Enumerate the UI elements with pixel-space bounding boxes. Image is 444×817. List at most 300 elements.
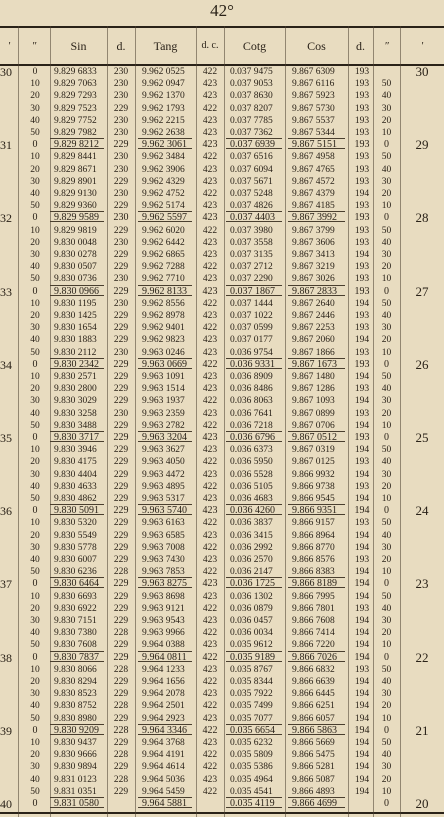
common-difference: 422 <box>202 750 218 761</box>
table-row <box>0 615 444 627</box>
sin-difference: 229 <box>113 396 129 407</box>
row-seconds-right: 0 <box>384 432 389 443</box>
sin-value: 9.829 9130 <box>54 189 97 199</box>
table-row <box>0 298 444 310</box>
common-difference: 422 <box>202 396 218 407</box>
row-seconds-right: 20 <box>381 701 392 712</box>
row-seconds-right: 20 <box>381 115 392 126</box>
sin-difference: 229 <box>113 713 129 724</box>
cotg-value: 0.035 7499 <box>230 701 273 712</box>
row-seconds-right: 20 <box>381 408 392 419</box>
row-seconds-left: 40 <box>30 701 40 712</box>
cotg-value: 0.035 8767 <box>230 664 273 675</box>
cotg-value: 0.036 8486 <box>230 384 273 395</box>
common-difference: 422 <box>202 724 218 736</box>
row-seconds-right: 40 <box>381 91 392 102</box>
row-seconds-left: 30 <box>30 469 40 480</box>
cotg-value: 0.036 5528 <box>230 469 273 480</box>
tang-value: 9.964 0811 <box>138 651 192 662</box>
sin-value: 9.830 8066 <box>54 664 97 675</box>
table-row <box>0 652 444 664</box>
row-seconds-right: 0 <box>384 285 389 297</box>
row-seconds-right: 40 <box>381 457 392 468</box>
row-seconds-left: 30 <box>30 616 40 626</box>
common-difference: 422 <box>202 518 218 529</box>
common-difference: 423 <box>202 212 218 224</box>
row-seconds-left: 20 <box>30 530 40 541</box>
cos-difference: 193 <box>354 103 370 114</box>
cotg-value: 0.037 2290 <box>230 274 273 285</box>
sin-value: 9.830 1425 <box>54 311 97 321</box>
tang-value: 9.964 1656 <box>142 677 185 687</box>
row-minutes-left: 30 <box>0 66 12 78</box>
tang-value: 9.963 3204 <box>138 431 192 442</box>
row-seconds-right: 50 <box>381 372 392 382</box>
table-row <box>0 432 444 444</box>
sin-value: 9.830 3029 <box>54 396 97 407</box>
cos-value: 9.866 6251 <box>292 701 335 712</box>
cos-difference: 193 <box>354 262 370 273</box>
cos-value: 9.867 5730 <box>292 103 335 114</box>
sin-value: 9.829 8441 <box>54 152 97 163</box>
sin-difference: 229 <box>113 555 129 565</box>
table-row <box>0 359 444 371</box>
cos-difference: 193 <box>354 128 370 138</box>
row-seconds-left: 50 <box>30 347 40 358</box>
cos-value: 9.867 2446 <box>292 311 335 321</box>
sin-value: 9.829 7752 <box>54 115 97 126</box>
row-seconds-right: 30 <box>381 616 392 626</box>
row-seconds-left: 0 <box>32 651 38 663</box>
tang-value: 9.962 6442 <box>142 237 185 248</box>
cotg-value: 0.037 1444 <box>230 298 273 309</box>
cos-value: 9.867 2253 <box>292 323 335 334</box>
table-row <box>0 347 444 359</box>
row-seconds-left: 50 <box>30 567 40 578</box>
row-minutes-right: 25 <box>415 432 429 444</box>
cos-difference: 194 <box>354 469 370 480</box>
row-seconds-left: 0 <box>32 67 38 77</box>
cos-difference: 193 <box>354 212 370 224</box>
table-row <box>0 383 444 395</box>
tang-value: 9.962 8556 <box>142 298 185 309</box>
sin-difference: 230 <box>113 152 129 163</box>
cotg-value: 0.036 2147 <box>230 567 273 578</box>
cos-value: 9.867 3799 <box>292 225 335 236</box>
common-difference: 422 <box>202 323 218 334</box>
table-row <box>0 493 444 505</box>
sin-difference: 230 <box>113 189 129 199</box>
sin-value: 9.829 8671 <box>54 164 97 175</box>
common-difference: 423 <box>202 285 218 297</box>
sin-value: 9.830 0278 <box>54 250 97 260</box>
tang-value: 9.963 2359 <box>142 408 185 419</box>
header-d-cos: d. <box>356 39 365 53</box>
table-row <box>0 212 444 224</box>
tang-value: 9.963 7853 <box>142 567 185 578</box>
row-seconds-right: 40 <box>381 237 392 248</box>
row-minutes-right: 21 <box>415 724 429 737</box>
row-seconds-right: 30 <box>381 762 392 773</box>
cos-difference: 193 <box>354 164 370 175</box>
cotg-value: 0.035 4541 <box>230 786 273 797</box>
row-seconds-right: 0 <box>384 358 389 370</box>
table-row <box>0 737 444 749</box>
cos-difference: 194 <box>354 713 370 724</box>
cos-value: 9.866 5475 <box>292 750 335 761</box>
cos-difference: 194 <box>354 578 370 590</box>
cos-difference: 194 <box>354 616 370 626</box>
tang-value: 9.963 6163 <box>142 518 185 529</box>
cotg-value: 0.037 5248 <box>230 189 273 199</box>
tang-value: 9.962 4329 <box>142 176 185 187</box>
cos-difference: 193 <box>354 285 370 297</box>
cos-value: 9.867 5151 <box>288 138 345 149</box>
row-seconds-right: 10 <box>381 274 392 285</box>
row-seconds-left: 10 <box>30 225 40 236</box>
cos-value: 9.867 3219 <box>292 262 335 273</box>
cos-difference: 193 <box>354 518 370 529</box>
sin-difference: 228 <box>113 774 129 785</box>
cos-value: 9.866 9351 <box>288 504 345 515</box>
cos-difference: 194 <box>354 420 370 431</box>
sin-value: 9.829 7293 <box>54 91 97 102</box>
common-difference: 422 <box>202 786 218 797</box>
table-row <box>0 725 444 737</box>
tang-value: 9.962 3061 <box>138 138 192 149</box>
log-table-body <box>0 66 444 812</box>
cos-difference: 194 <box>354 494 370 504</box>
cos-value: 9.867 3992 <box>288 211 345 222</box>
common-difference: 423 <box>202 445 218 456</box>
sin-value: 9.829 7063 <box>54 79 97 90</box>
row-seconds-left: 30 <box>30 689 40 700</box>
row-seconds-left: 40 <box>30 481 40 492</box>
sin-value: 9.830 2112 <box>54 347 97 358</box>
cos-difference: 194 <box>354 701 370 712</box>
table-row <box>0 395 444 407</box>
row-seconds-right: 20 <box>381 774 392 785</box>
cotg-value: 0.035 8344 <box>230 677 273 687</box>
cos-difference: 193 <box>354 237 370 248</box>
cos-difference: 193 <box>354 323 370 334</box>
sin-value: 9.830 2800 <box>54 384 97 395</box>
row-minutes-right: 22 <box>415 651 429 664</box>
table-row <box>0 139 444 151</box>
cos-value: 9.867 1673 <box>288 358 345 369</box>
sin-value: 9.829 6833 <box>54 67 97 77</box>
cos-difference: 194 <box>354 250 370 260</box>
common-difference: 423 <box>202 713 218 724</box>
cos-difference: 194 <box>354 189 370 199</box>
cos-difference: 194 <box>354 372 370 382</box>
sin-value: 9.830 2342 <box>50 358 104 369</box>
row-seconds-left: 50 <box>30 786 40 797</box>
row-seconds-right: 10 <box>381 786 392 797</box>
tang-value: 9.964 4191 <box>142 750 185 761</box>
common-difference: 423 <box>202 555 218 565</box>
row-seconds-right: 50 <box>381 445 392 456</box>
row-minutes-left: 34 <box>0 358 12 371</box>
cotg-value: 0.036 5950 <box>230 457 273 468</box>
common-difference: 423 <box>202 530 218 541</box>
sin-difference: 229 <box>113 786 129 797</box>
table-row <box>0 444 444 456</box>
row-seconds-left: 40 <box>30 408 40 419</box>
table-row <box>0 627 444 639</box>
cotg-value: 0.037 4403 <box>226 211 282 222</box>
row-minutes-right: 28 <box>415 212 429 225</box>
common-difference: 423 <box>202 79 218 90</box>
table-row <box>0 469 444 481</box>
cos-difference: 193 <box>354 358 370 370</box>
header-dc: d. c. <box>201 40 219 51</box>
row-minutes-left: 33 <box>0 285 12 298</box>
cos-value: 9.866 9545 <box>292 494 335 504</box>
row-minutes-left: 31 <box>0 139 12 152</box>
cos-value: 9.867 6309 <box>292 67 335 77</box>
tang-value: 9.964 5881 <box>138 797 192 808</box>
tang-value: 9.963 4050 <box>142 457 185 468</box>
cotg-value: 0.035 5386 <box>230 762 273 773</box>
common-difference: 423 <box>202 432 218 443</box>
sin-value: 9.830 7380 <box>54 628 97 639</box>
table-row <box>0 90 444 102</box>
row-seconds-left: 10 <box>30 79 40 90</box>
sin-difference: 228 <box>113 628 129 639</box>
cos-value: 9.867 4572 <box>292 176 335 187</box>
sin-value: 9.829 8212 <box>50 138 104 149</box>
cotg-value: 0.036 7641 <box>230 408 273 419</box>
cos-difference: 194 <box>354 762 370 773</box>
row-seconds-left: 30 <box>30 762 40 773</box>
row-seconds-right: 0 <box>384 798 389 809</box>
tang-value: 9.962 1370 <box>142 91 185 102</box>
sin-difference: 229 <box>113 677 129 687</box>
tang-value: 9.963 0669 <box>138 358 192 369</box>
sin-value: 9.830 8523 <box>54 689 97 700</box>
table-row <box>0 420 444 432</box>
common-difference: 422 <box>202 225 218 236</box>
row-seconds-left: 20 <box>30 311 40 321</box>
row-minutes-left: 35 <box>0 432 12 444</box>
common-difference: 423 <box>202 91 218 102</box>
table-row <box>0 103 444 115</box>
table-row <box>0 566 444 578</box>
cos-difference: 194 <box>354 738 370 748</box>
tang-value: 9.963 9966 <box>142 628 185 639</box>
cos-value: 9.867 0125 <box>292 457 335 468</box>
row-seconds-left: 50 <box>30 494 40 504</box>
cos-difference: 193 <box>354 91 370 102</box>
common-difference: 422 <box>202 603 218 614</box>
sin-value: 9.830 2571 <box>54 372 97 382</box>
row-seconds-right: 50 <box>381 225 392 236</box>
tang-value: 9.962 4752 <box>142 189 185 199</box>
common-difference: 422 <box>202 457 218 468</box>
table-row <box>0 371 444 383</box>
row-seconds-left: 40 <box>30 262 40 273</box>
tang-value: 9.964 2923 <box>142 713 185 724</box>
cos-difference: 194 <box>354 505 370 517</box>
row-seconds-left: 0 <box>32 212 38 224</box>
sin-value: 9.831 0351 <box>54 786 97 797</box>
sin-difference: 228 <box>113 567 129 578</box>
row-seconds-left: 20 <box>30 237 40 248</box>
table-row <box>0 578 444 590</box>
row-seconds-right: 40 <box>381 603 392 614</box>
sin-value: 9.830 5320 <box>54 518 97 529</box>
table-row <box>0 517 444 529</box>
tang-value: 9.963 1937 <box>142 396 185 407</box>
tang-value: 9.964 2501 <box>142 701 185 712</box>
tang-value: 9.963 2782 <box>142 420 185 431</box>
sin-value: 9.830 8294 <box>54 677 97 687</box>
sin-difference: 228 <box>113 750 129 761</box>
cotg-value: 0.036 3837 <box>230 518 273 529</box>
cos-difference: 194 <box>354 628 370 639</box>
cos-value: 9.867 2640 <box>292 298 335 309</box>
cotg-value: 0.036 9331 <box>226 358 282 369</box>
row-seconds-right: 50 <box>381 518 392 529</box>
sin-value: 9.830 6007 <box>54 555 97 565</box>
common-difference: 422 <box>202 762 218 773</box>
row-seconds-right: 10 <box>381 567 392 578</box>
table-row <box>0 688 444 700</box>
cos-value: 9.867 3606 <box>292 237 335 248</box>
tang-value: 9.963 3627 <box>142 445 185 456</box>
cos-value: 9.866 5669 <box>292 738 335 748</box>
sin-value: 9.830 6693 <box>54 591 97 602</box>
sin-difference: 229 <box>113 262 129 273</box>
cotg-value: 0.037 8207 <box>230 103 273 114</box>
cotg-value: 0.037 1867 <box>226 285 282 296</box>
row-seconds-right: 10 <box>381 420 392 431</box>
cos-difference: 194 <box>354 335 370 346</box>
cos-value: 9.867 4765 <box>292 164 335 175</box>
row-seconds-right: 30 <box>381 396 392 407</box>
sin-difference: 230 <box>113 115 129 126</box>
cos-difference: 194 <box>354 750 370 761</box>
table-row <box>0 505 444 517</box>
sin-value: 9.829 8901 <box>54 176 97 187</box>
common-difference: 423 <box>202 469 218 480</box>
row-minutes-right: 24 <box>415 505 429 518</box>
common-difference: 423 <box>202 201 218 212</box>
row-seconds-right: 20 <box>381 189 392 199</box>
tang-value: 9.963 6585 <box>142 530 185 541</box>
cos-difference: 194 <box>354 689 370 700</box>
cos-difference: 194 <box>354 298 370 309</box>
row-seconds-right: 0 <box>384 651 389 663</box>
table-row <box>0 676 444 688</box>
cotg-value: 0.036 1725 <box>226 577 282 588</box>
row-seconds-left: 20 <box>30 603 40 614</box>
table-row <box>0 530 444 542</box>
common-difference: 422 <box>202 189 218 199</box>
cos-difference: 193 <box>354 115 370 126</box>
sin-difference: 229 <box>113 372 129 382</box>
cos-value: 9.867 0899 <box>292 408 335 419</box>
common-difference: 422 <box>202 542 218 553</box>
row-seconds-right: 50 <box>381 79 392 90</box>
row-seconds-left: 30 <box>30 323 40 334</box>
cotg-value: 0.036 2570 <box>230 555 273 565</box>
row-seconds-left: 0 <box>32 139 38 151</box>
cotg-value: 0.036 0879 <box>230 603 273 614</box>
tang-value: 9.962 7710 <box>142 274 185 285</box>
cotg-value: 0.035 5809 <box>230 750 273 761</box>
row-minutes-left: 36 <box>0 505 12 518</box>
cotg-value: 0.035 6654 <box>226 724 282 735</box>
sin-value: 9.830 9666 <box>54 750 97 761</box>
common-difference: 423 <box>202 664 218 675</box>
row-minutes-right: 29 <box>415 139 429 152</box>
sin-difference: 229 <box>113 591 129 602</box>
row-seconds-right: 30 <box>381 176 392 187</box>
row-seconds-right: 40 <box>381 677 392 687</box>
sin-difference: 229 <box>113 225 129 236</box>
cotg-value: 0.037 4826 <box>230 201 273 212</box>
common-difference: 422 <box>202 651 218 663</box>
cotg-value: 0.035 6232 <box>230 738 273 748</box>
sin-value: 9.830 9437 <box>54 738 97 748</box>
tang-value: 9.962 8133 <box>138 285 192 296</box>
cos-value: 9.866 7995 <box>292 591 335 602</box>
cotg-value: 0.037 0177 <box>230 335 273 346</box>
row-minutes-right: 26 <box>415 358 429 371</box>
cos-difference: 194 <box>354 724 370 736</box>
cos-value: 9.867 1286 <box>292 384 335 395</box>
sin-value: 9.830 1195 <box>54 298 97 309</box>
cos-difference: 194 <box>354 445 370 456</box>
table-row <box>0 786 444 798</box>
sin-value: 9.829 7523 <box>54 103 97 114</box>
row-seconds-right: 50 <box>381 152 392 163</box>
row-seconds-left: 50 <box>30 274 40 285</box>
cos-value: 9.866 6639 <box>292 677 335 687</box>
row-seconds-left: 10 <box>30 664 40 675</box>
tang-value: 9.962 6865 <box>142 250 185 260</box>
row-seconds-left: 10 <box>30 372 40 382</box>
cos-value: 9.866 7608 <box>292 616 335 626</box>
cos-value: 9.866 9932 <box>292 469 335 480</box>
row-seconds-right: 0 <box>384 212 389 224</box>
row-seconds-right: 50 <box>381 664 392 675</box>
row-seconds-right: 30 <box>381 250 392 260</box>
sin-value: 9.830 3258 <box>54 408 97 419</box>
cotg-value: 0.036 6796 <box>226 431 282 442</box>
sin-value: 9.830 3717 <box>50 431 104 442</box>
cotg-value: 0.035 9189 <box>226 651 282 662</box>
sin-value: 9.831 0123 <box>54 774 97 785</box>
sin-difference: 229 <box>113 176 129 187</box>
tang-value: 9.963 7008 <box>142 542 185 553</box>
table-row <box>0 749 444 761</box>
row-minutes-left: 32 <box>0 212 12 225</box>
table-row <box>0 408 444 420</box>
sin-value: 9.830 0048 <box>54 237 97 248</box>
cos-value: 9.866 9738 <box>292 481 335 492</box>
sin-difference: 229 <box>113 201 129 212</box>
page-title: 42° <box>210 1 234 20</box>
cos-value: 9.866 6445 <box>292 689 335 700</box>
row-seconds-left: 40 <box>30 628 40 639</box>
common-difference: 423 <box>202 237 218 248</box>
sin-difference: 229 <box>113 578 129 590</box>
cotg-value: 0.037 6516 <box>230 152 273 163</box>
tang-value: 9.963 9121 <box>142 603 185 614</box>
